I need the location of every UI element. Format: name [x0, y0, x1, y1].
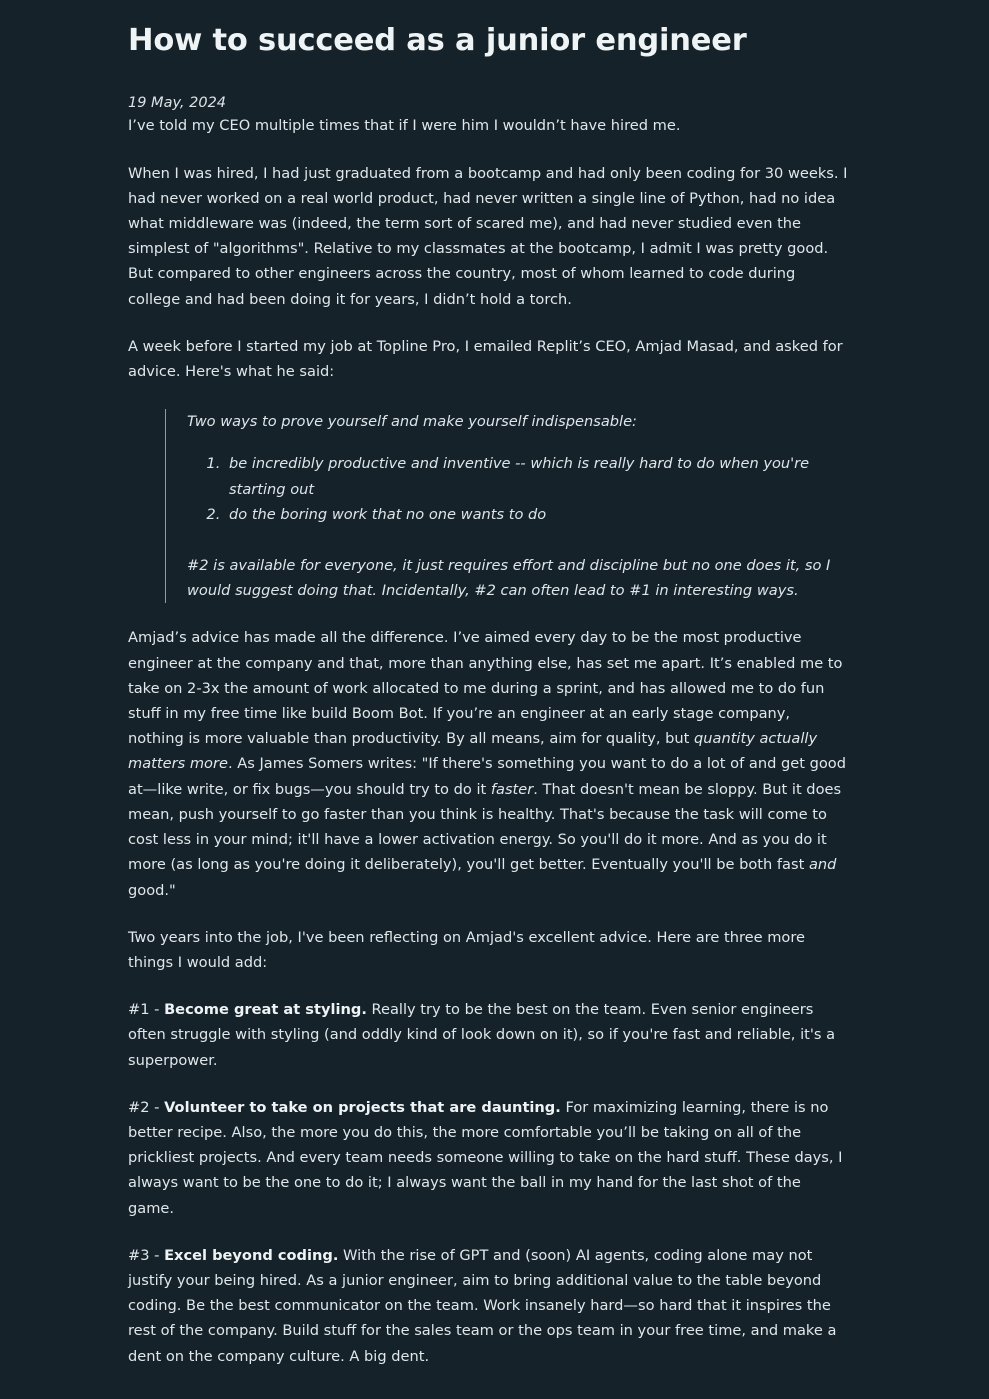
tip-body-1: Really try to be the best on the team. Even senior engineers often struggle with styling (and oddly kind of look down on it), so if you're fast and reliable, it's a superpower.: [128, 1001, 836, 1069]
advice-text-part-4: good.": [128, 881, 176, 899]
tip-item-3: [128, 1243, 850, 1369]
advice-text-part-1: Amjad’s advice has made all the difference. I’ve aimed every day to be the most productive engineer at the company and that, more than anything else, has set me apart. It’s enabled me to take on 2-3x the amount of work allocated to me during a sprint, and has allowed me to do fun stuff in my free time like build Boom Bot. If you’re an engineer at an early stage company, nothing is more valuable than productivity. By all means, aim for quality, but: [128, 629, 843, 748]
blockquote-amjad-advice: [165, 409, 850, 603]
list-item: 2. do the boring work that no one wants to do: [225, 502, 850, 527]
paragraph-reflection-intro: Two years into the job, I've been reflecting on Amjad's excellent advice. Here are three more things I would add:: [128, 928, 806, 971]
tip-item-1: [128, 997, 850, 1073]
tip-item-2: [128, 1095, 850, 1221]
advice-emphasis-faster: faster: [490, 780, 534, 798]
list-item: 1. be incredibly productive and inventive -- which is really hard to do when you're starting out: [225, 451, 850, 501]
post-date: 19 May, 2024: [128, 95, 227, 112]
tip-heading-2: Volunteer to take on projects that are daunting.: [164, 1098, 561, 1116]
tip-heading-3: Excel beyond coding.: [164, 1246, 339, 1264]
tip-number-1: #1 -: [128, 1001, 165, 1019]
blockquote-tail: #2 is available for everyone, it just requires effort and discipline but no one does it, so I would suggest doing that. Incidentally, #2 can often lead to #1 in interesting ways.: [187, 557, 831, 600]
tip-body-2: For maximizing learning, there is no better recipe. Also, the more you do this, the more comfortable you’ll be taking on all of the prickliest projects. And every team needs someone willing to take on the hard stuff. These days, I always want to be the one to do it; I always want the ball in my hand for the last shot of the game.: [128, 1098, 843, 1217]
advice-text-part-2: . As James Somers writes: "If there's something you want to do a lot of and get good at—like write, or fix bugs—you should try to do it: [128, 755, 846, 798]
tip-heading-1: Become great at styling.: [164, 1001, 367, 1019]
tip-body-3: With the rise of GPT and (soon) AI agents, coding alone may not justify your being hired. As a junior engineer, aim to bring additional value to the table beyond coding. Be the best communicator on the team. Work insanely hard—so hard that it inspires the rest of the company. Build stuff for the sales team or the ops team in your free time, and make a dent on the company culture. A big dent.: [128, 1246, 837, 1365]
advice-emphasis-quantity: quantity actually matters more: [128, 730, 818, 773]
article-body: [128, 22, 850, 1369]
page-title: How to succeed as a junior engineer: [128, 23, 747, 58]
advice-text-part-3: . That doesn't mean be sloppy. But it does mean, push yourself to go faster than you think is healthy. That's because the task will come to cost less in your mind; it'll have a lower activation energy. So you'll do it more. And as you do it more (as long as you're doing it deliberately), you'll get better. Eventually you'll be both fast: [128, 780, 842, 874]
blockquote-intro: Two ways to prove yourself and make yourself indispensable:: [187, 413, 637, 431]
paragraph-backstory: When I was hired, I had just graduated from a bootcamp and had only been coding for 30 weeks. I had never worked on a real world product, had never written a single line of Python, had no idea what middleware was (indeed, the term sort of scared me), and had never studied even the simplest of "algorithms". Relative to my classmates at the bootcamp, I admit I was pretty good. But compared to other engineers across the country, most of whom learned to code during college and had been doing it for years, I didn’t hold a torch.: [128, 164, 848, 308]
paragraph-advice-impact: [128, 625, 850, 902]
paragraph-email-setup: A week before I started my job at Topline Pro, I emailed Replit’s CEO, Amjad Masad, and asked for advice. Here's what he said:: [128, 337, 843, 381]
tip-number-3: #3 -: [128, 1246, 165, 1264]
tip-number-2: #2 -: [128, 1098, 165, 1116]
advice-emphasis-and: and: [808, 856, 837, 874]
blockquote-ordered-list: [187, 451, 850, 527]
paragraph-intro: I’ve told my CEO multiple times that if I were him I wouldn’t have hired me.: [128, 117, 681, 135]
